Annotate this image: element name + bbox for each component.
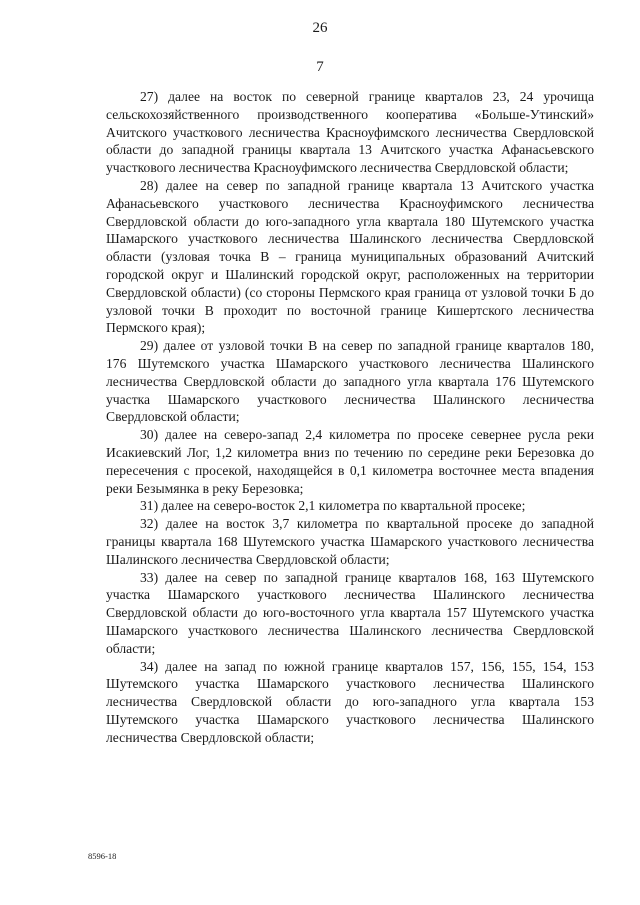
paragraph-29: 29) далее от узловой точки В на север по западной границе кварталов 180, 176 Шутемского участка Шамарского участкового лесничества Шалинского лесничества Свердловской области до западного угла квартала 176 Шутемского участка Шамарского участкового лесничества Шалинского лесничества Свердловской области;: [106, 338, 594, 425]
document-body: [106, 88, 594, 746]
paragraph-32: 32) далее на восток 3,7 километра по квартальной просеке до западной границы квартала 168 Шутемского участка Шамарского участкового лесничества Шалинского лесничества Свердловской области;: [106, 516, 594, 567]
paragraph-33: 33) далее на север по западной границе кварталов 168, 163 Шутемского участка Шамарского участкового лесничества Шалинского лесничества Свердловской области до юго-восточного угла квартала 157 Шутемского участка Шамарского участкового лесничества Шалинского лесничества Свердловской области;: [106, 569, 594, 656]
page-number-top: 26: [312, 20, 328, 36]
paragraph-30: 30) далее на северо-запад 2,4 километра по просеке севернее русла реки Исакиевский Лог, 1,2 километра вниз по течению по середине реки Березовка до пересечения с просекой, находящейся в 0,1 километра восточнее места впадения реки Безымянка в реку Березовка;: [106, 427, 594, 496]
document-code: 8596-18: [88, 851, 117, 861]
paragraph-34: 34) далее на запад по южной границе кварталов 157, 156, 155, 154, 153 Шутемского участка Шамарского участкового лесничества Шалинского лесничества Свердловской области до юго-западного угла квартала 153 Шутемского участка Шамарского участкового лесничества Шалинского лесничества Свердловской области;: [106, 658, 594, 745]
page-number-inner: 7: [316, 59, 324, 75]
paragraph-28: 28) далее на север по западной границе квартала 13 Ачитского участка Афанасьевского участкового лесничества Красноуфимского лесничества Свердловской области до юго-западного угла квартала 180 Шутемского участка Шамарского участкового лесничества Шалинского лесничества Свердловской области (узловая точка В – граница муниципальных образований Ачитский городской округ и Шалинский городской округ, расположенных на территории Свердловской области) (со стороны Пермского края граница от узловой точки Б до узловой точки В проходит по восточной границе Кишертского лесничества Пермского края);: [106, 177, 594, 336]
paragraph-27: 27) далее на восток по северной границе кварталов 23, 24 урочища сельскохозяйственного производственного кооператива «Больше-Утинский» Ачитского участкового лесничества Красноуфимского лесничества Свердловской области до западной границы квартала 13 Ачитского участка Афанасьевского участкового лесничества Красноуфимского лесничества Свердловской области;: [106, 89, 594, 176]
paragraph-31: 31) далее на северо-восток 2,1 километра по квартальной просеке;: [140, 498, 526, 514]
